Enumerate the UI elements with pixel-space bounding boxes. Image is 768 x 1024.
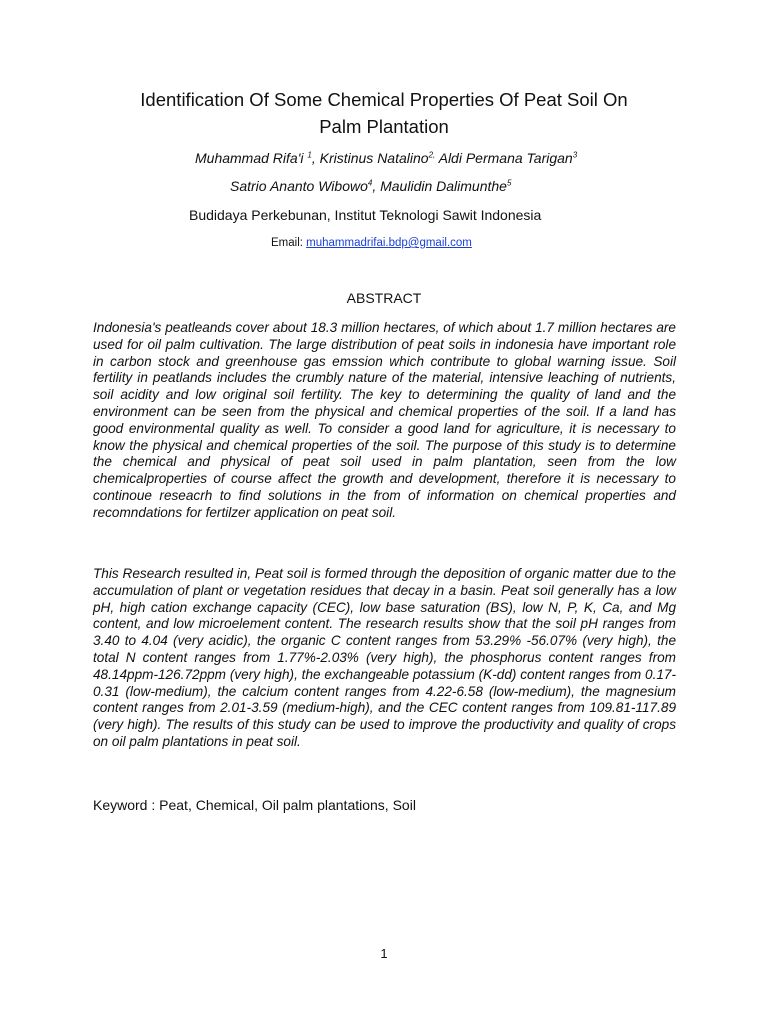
author-affiliation-mark: 1 [307,150,312,160]
author-name: , Maulidin Dalimunthe [372,178,507,194]
paper-title [90,86,678,140]
author-affiliation-mark: 2, [428,150,436,160]
author-affiliation-mark: 3 [572,150,578,160]
author-name: Satrio Ananto Wibowo [230,178,368,194]
author-name: Muhammad Rifa'i [195,150,308,166]
abstract-paragraph-1: Indonesia's peatleands cover about 18.3 million hectares, of which about 1.7 million hectares are used for oil palm cultivation. The large distribution of peat soils in indonesia have important role in carbon stock and greenhouse gas emssion which contribute to global warning issue. Soil fertility in peatlands includes the crumbly nature of the material, intensive leaching of nutrients, soil acidity and low original soil fertility. The key to determining the quality of land and the environment can be seen from the physical and chemical properties of the soil. If a land has good environmental quality as well. To consider a good land for agriculture, it is necessary to know the physical and chemical properties of the soil. The purpose of this study is to determine the chemical and physical of peat soil used in palm plantation, seen from the low chemicalproperties of course affect the growth and development, therefore it is necessary to continoue reseacrh to find solutions in the from of information on chemical properties and recomndations for fertilzer application on peat soil. [93,320,676,520]
affiliation: Budidaya Perkebunan, Institut Teknologi Sawit Indonesia [189,207,542,223]
author-name: , Kristinus Natalino [311,150,429,166]
email-line [271,237,472,249]
abstract-heading: ABSTRACT [346,290,422,306]
abstract-paragraph-2: This Research resulted in, Peat soil is formed through the deposition of organic matter due to the accumulation of plant or vegetation residues that decay in a basin. Peat soil generally has a low pH, high cation exchange capacity (CEC), low base saturation (BS), low N, P, K, Ca, and Mg content, and low microelement content. The research results show that the soil pH ranges from 3.40 to 4.04 (very acidic), the organic C content ranges from 53.29% -56.07% (very high), the total N content ranges from 1.77%-2.03% (very high), the phosphorus content ranges from 48.14ppm-126.72ppm (very high), the exchangeable potassium (K-dd) content ranges from 0.17-0.31 (low-medium), the calcium content ranges from 4.22-6.58 (low-medium), the magnesium content ranges from 2.01-3.59 (medium-high), and the CEC content ranges from 109.81-117.89 (very high). The results of this study can be used to improve the productivity and quality of crops on oil palm plantations in peat soil. [93,566,676,749]
author-affiliation-mark: 5 [506,178,512,188]
keyword-label: Keyword : [93,797,160,813]
email-label: Email: [271,237,307,249]
page-number: 1 [380,946,388,961]
author-affiliation-mark: 4 [367,178,373,188]
title-line-2: Palm Plantation [319,116,449,137]
author-line-1 [195,150,695,166]
email-link[interactable]: muhammadrifai.bdp@gmail.com [306,237,472,249]
author-name: Aldi Permana Tarigan [435,150,573,166]
keyword-list: Peat, Chemical, Oil palm plantations, Soil [159,797,416,813]
title-line-1: Identification Of Some Chemical Properties Of Peat Soil On [140,89,628,110]
author-line-2 [230,178,730,194]
keywords-line [93,797,416,813]
